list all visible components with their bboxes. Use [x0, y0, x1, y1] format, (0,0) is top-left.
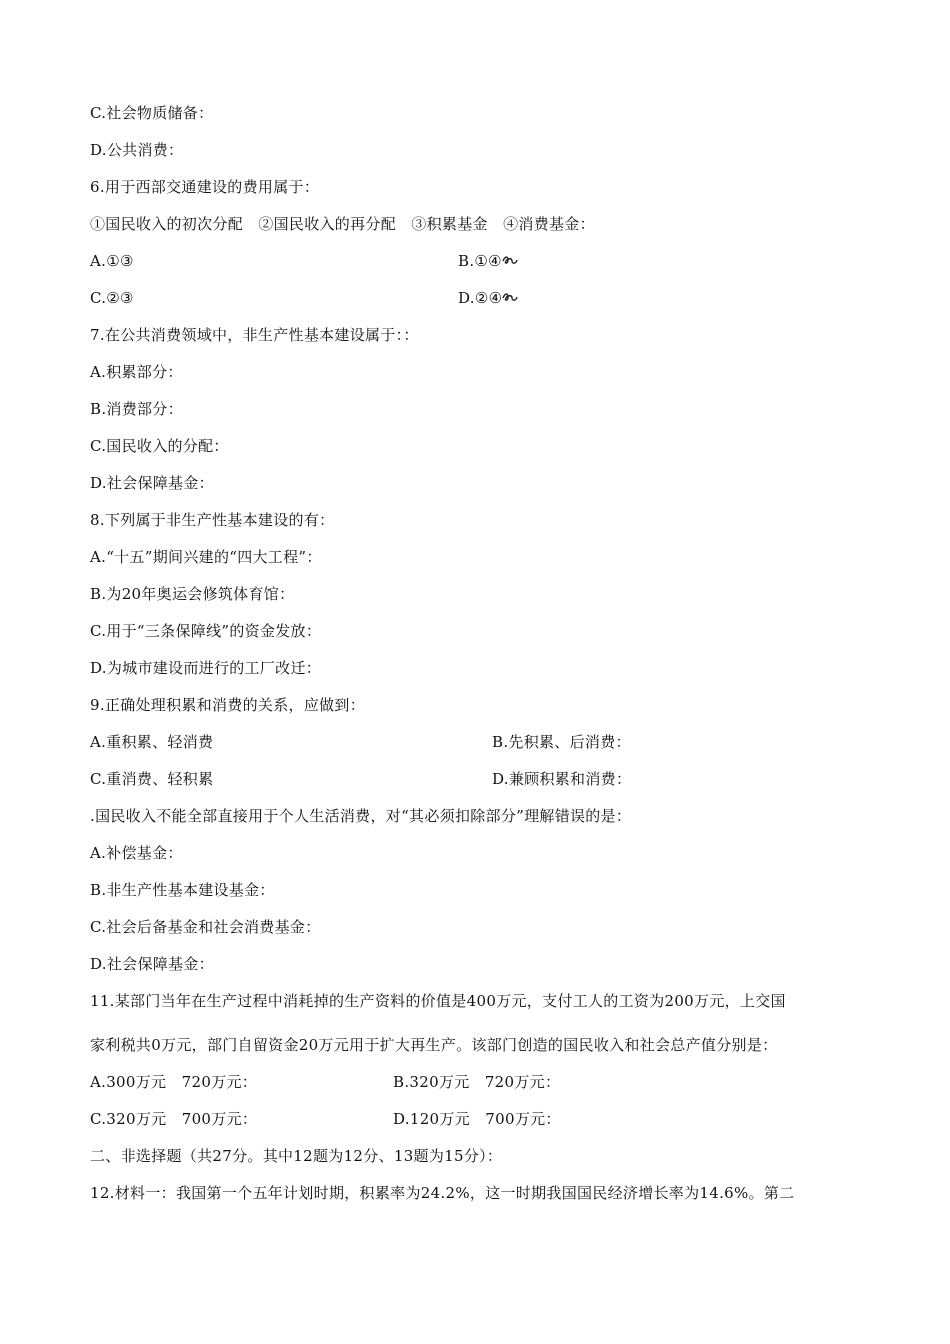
- question-6-statements: ①国民收入的初次分配 ②国民收入的再分配 ③积累基金 ④消费基金：: [90, 215, 595, 233]
- scribble-mark-icon: [502, 255, 518, 267]
- q11-option-d: D.120万元 700万元：: [393, 1110, 561, 1128]
- q11-option-b: B.320万元 720万元：: [393, 1073, 561, 1091]
- q9-option-b: B.先积累、后消费：: [492, 733, 631, 751]
- q8-option-d: D.为城市建设而进行的工厂改迁：: [90, 659, 322, 677]
- q8-option-c: C.用于“三条保障线”的资金发放：: [90, 622, 322, 640]
- q6-option-d-text: D.②④: [458, 289, 503, 307]
- q6-option-d: [458, 288, 518, 308]
- q7-option-a: A.积累部分：: [90, 363, 183, 381]
- q10-option-b: B.非生产性基本建设基金：: [90, 881, 275, 899]
- option-c-line: C.社会物质储备：: [90, 104, 214, 122]
- q6-option-c: C.②③: [90, 289, 134, 307]
- q7-option-b: B.消费部分：: [90, 400, 183, 418]
- q11-option-a: A.300万元 720万元：: [90, 1073, 258, 1091]
- q7-option-c: C.国民收入的分配：: [90, 437, 229, 455]
- q8-option-a: A.“十五”期间兴建的“四大工程”：: [90, 548, 322, 566]
- question-10: .国民收入不能全部直接用于个人生活消费，对“其必须扣除部分”理解错误的是：: [90, 807, 632, 825]
- section-heading: 二、非选择题（共27分。其中12题为12分、13题为15分）：: [90, 1147, 503, 1165]
- question-8: 8.下列属于非生产性基本建设的有：: [90, 511, 335, 529]
- q7-option-d: D.社会保障基金：: [90, 474, 214, 492]
- q6-option-b-text: B.①④: [458, 252, 502, 270]
- question-6: 6.用于西部交通建设的费用属于：: [90, 178, 320, 196]
- q9-option-d: D.兼顾积累和消费：: [492, 770, 632, 788]
- question-7: 7.在公共消费领域中，非生产性基本建设属于：：: [90, 326, 419, 344]
- question-11-line2: 家利税共0万元，部门自留资金20万元用于扩大再生产。该部门创造的国民收入和社会总产值分别是：: [90, 1036, 778, 1054]
- scribble-mark-icon: [502, 292, 518, 304]
- q10-option-a: A.补偿基金：: [90, 844, 183, 862]
- question-11-line1: 11.某部门当年在生产过程中消耗掉的生产资料的价值是400万元，支付工人的工资为200万元，上交国: [90, 992, 786, 1010]
- q9-option-c: C.重消费、轻积累: [90, 770, 214, 788]
- question-9: 9.正确处理积累和消费的关系，应做到：: [90, 696, 366, 714]
- question-12-line1: 12.材料一：我国第一个五年计划时期，积累率为24.2%，这一时期我国国民经济增长率为14.6%。第二: [90, 1184, 795, 1202]
- q6-option-a: A.①③: [90, 252, 134, 270]
- q11-option-c: C.320万元 700万元：: [90, 1110, 258, 1128]
- q8-option-b: B.为20年奥运会修筑体育馆：: [90, 585, 295, 603]
- q10-option-c: C.社会后备基金和社会消费基金：: [90, 918, 321, 936]
- q10-option-d: D.社会保障基金：: [90, 955, 214, 973]
- q6-option-b: [458, 251, 518, 271]
- option-d-line: D.公共消费：: [90, 141, 184, 159]
- q9-option-a: A.重积累、轻消费: [90, 733, 214, 751]
